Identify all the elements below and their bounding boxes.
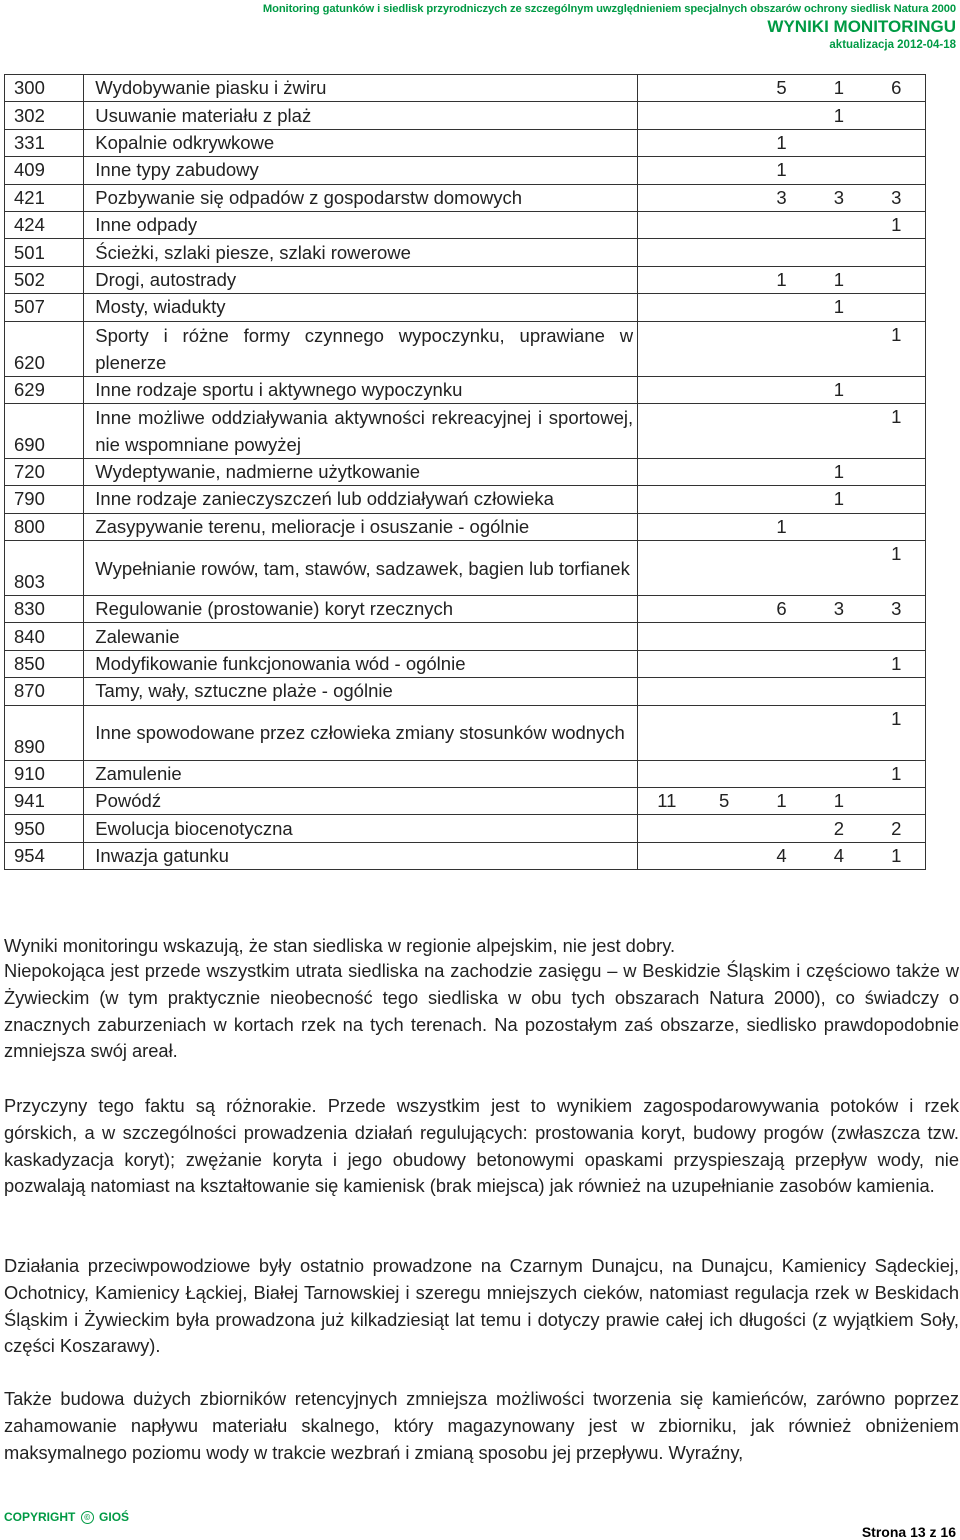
value-cell bbox=[638, 129, 696, 156]
value-cell bbox=[638, 486, 696, 513]
value-cell bbox=[638, 815, 696, 842]
value-cell bbox=[753, 650, 810, 677]
value-cell bbox=[638, 211, 696, 238]
table-row bbox=[5, 294, 926, 321]
value-cell bbox=[753, 294, 810, 321]
threat-description: Ewolucja biocenotyczna bbox=[84, 815, 638, 842]
value-cell bbox=[810, 239, 867, 266]
value-cell: 1 bbox=[810, 376, 867, 403]
value-cell: 1 bbox=[868, 541, 926, 596]
header-title: Monitoring gatunków i siedlisk przyrodniczych ze szczególnym uwzględnieniem specjalnych obszarów ochrony siedlisk Natura 2000 bbox=[262, 3, 956, 15]
value-cell bbox=[753, 211, 810, 238]
threat-description: Inne odpady bbox=[84, 211, 638, 238]
paragraph-4: Działania przeciwpowodziowe były ostatnio prowadzone na Czarnym Dunajcu, na Dunajcu, Kamienicy Sądeckiej, Ochotnicy, Kamienicy Łąckiej, Białej Tarnowskiej i szeregu mniejszych cieków, natomiast regulacja rzek w Beskidach Śląskim i Żywieckim była prowadzona już kilkadziesiąt lat temu i dotyczy prawie całej ich długości (z wyjątkiem Soły, części Koszarawy). bbox=[4, 1255, 959, 1357]
value-cell: 1 bbox=[753, 157, 810, 184]
value-cell bbox=[810, 129, 867, 156]
value-cell bbox=[638, 650, 696, 677]
value-cell bbox=[695, 458, 752, 485]
table-row bbox=[5, 760, 926, 787]
threat-description: Tamy, wały, sztuczne plaże - ogólnie bbox=[84, 678, 638, 705]
table-row bbox=[5, 266, 926, 293]
value-cell bbox=[638, 157, 696, 184]
value-cell bbox=[638, 75, 696, 102]
value-cell bbox=[695, 239, 752, 266]
value-cell bbox=[695, 184, 752, 211]
value-cell: 1 bbox=[753, 513, 810, 540]
value-cell: 1 bbox=[810, 294, 867, 321]
value-cell: 1 bbox=[868, 842, 926, 869]
threat-code: 840 bbox=[5, 623, 84, 650]
value-cell bbox=[753, 678, 810, 705]
value-cell: 1 bbox=[810, 458, 867, 485]
threat-code: 890 bbox=[5, 705, 84, 760]
value-cell bbox=[695, 129, 752, 156]
value-cell bbox=[638, 321, 696, 376]
threat-description: Usuwanie materiału z plaż bbox=[84, 102, 638, 129]
threat-code: 502 bbox=[5, 266, 84, 293]
threat-description: Wypełnianie rowów, tam, stawów, sadzawek, bagien lub torfianek bbox=[84, 541, 638, 596]
threat-code: 501 bbox=[5, 239, 84, 266]
value-cell bbox=[695, 403, 752, 458]
threats-table bbox=[4, 74, 926, 870]
table-row bbox=[5, 75, 926, 102]
value-cell bbox=[810, 623, 867, 650]
table-row bbox=[5, 184, 926, 211]
value-cell bbox=[810, 760, 867, 787]
value-cell bbox=[868, 623, 926, 650]
threat-code: 629 bbox=[5, 376, 84, 403]
threat-code: 910 bbox=[5, 760, 84, 787]
value-cell bbox=[868, 486, 926, 513]
threat-code: 620 bbox=[5, 321, 84, 376]
value-cell bbox=[695, 157, 752, 184]
value-cell bbox=[753, 458, 810, 485]
value-cell: 1 bbox=[868, 321, 926, 376]
value-cell bbox=[695, 75, 752, 102]
value-cell bbox=[695, 815, 752, 842]
value-cell bbox=[868, 266, 926, 293]
value-cell bbox=[753, 623, 810, 650]
value-cell: 1 bbox=[753, 266, 810, 293]
threat-description: Ścieżki, szlaki piesze, szlaki rowerowe bbox=[84, 239, 638, 266]
value-cell bbox=[868, 102, 926, 129]
threat-code: 331 bbox=[5, 129, 84, 156]
threat-code: 954 bbox=[5, 842, 84, 869]
value-cell bbox=[695, 513, 752, 540]
value-cell bbox=[638, 102, 696, 129]
value-cell bbox=[638, 623, 696, 650]
value-cell bbox=[868, 458, 926, 485]
threat-description: Mosty, wiadukty bbox=[84, 294, 638, 321]
value-cell bbox=[695, 705, 752, 760]
value-cell bbox=[753, 321, 810, 376]
table-row bbox=[5, 541, 926, 596]
threat-code: 507 bbox=[5, 294, 84, 321]
value-cell bbox=[638, 403, 696, 458]
table-row bbox=[5, 129, 926, 156]
value-cell bbox=[695, 376, 752, 403]
value-cell: 1 bbox=[810, 788, 867, 815]
value-cell: 1 bbox=[753, 788, 810, 815]
value-cell bbox=[868, 129, 926, 156]
value-cell bbox=[868, 294, 926, 321]
value-cell bbox=[638, 266, 696, 293]
page-number: Strona 13 z 16 bbox=[861, 1524, 956, 1540]
threat-code: 421 bbox=[5, 184, 84, 211]
paragraph-2: Niepokojąca jest przede wszystkim utrata siedliska na zachodzie zasięgu – w Beskidzie Śląskim i częściowo także w Żywieckim (w tym praktycznie nieobecność tego siedliska w obu tych obszarach Natura 2000), co świadczy o znacznych zaburzeniach w kortach rzek na tych terenach. Na pozostałym zaś obszarze, siedlisko prawdopodobnie zmniejsza swój areał. bbox=[4, 960, 959, 1062]
table-row bbox=[5, 239, 926, 266]
value-cell bbox=[868, 788, 926, 815]
value-cell: 1 bbox=[868, 650, 926, 677]
table-row bbox=[5, 678, 926, 705]
threat-code: 800 bbox=[5, 513, 84, 540]
table-row bbox=[5, 102, 926, 129]
value-cell bbox=[638, 678, 696, 705]
value-cell bbox=[868, 157, 926, 184]
value-cell: 3 bbox=[810, 596, 867, 623]
threat-code: 409 bbox=[5, 157, 84, 184]
value-cell bbox=[638, 842, 696, 869]
value-cell bbox=[695, 294, 752, 321]
table-row bbox=[5, 486, 926, 513]
value-cell bbox=[753, 102, 810, 129]
copyright-icon: © bbox=[81, 1511, 94, 1524]
value-cell: 3 bbox=[868, 596, 926, 623]
threat-description: Modyfikowanie funkcjonowania wód - ogólnie bbox=[84, 650, 638, 677]
value-cell: 1 bbox=[868, 403, 926, 458]
threat-description: Sporty i różne formy czynnego wypoczynku, uprawiane w plenerze bbox=[84, 321, 638, 376]
value-cell bbox=[638, 239, 696, 266]
threat-description: Inne rodzaje zanieczyszczeń lub oddziaływań człowieka bbox=[84, 486, 638, 513]
threat-description: Wydobywanie piasku i żwiru bbox=[84, 75, 638, 102]
value-cell: 3 bbox=[810, 184, 867, 211]
value-cell bbox=[753, 541, 810, 596]
table-row bbox=[5, 403, 926, 458]
value-cell bbox=[868, 513, 926, 540]
value-cell: 1 bbox=[868, 760, 926, 787]
value-cell bbox=[753, 815, 810, 842]
table-row bbox=[5, 596, 926, 623]
value-cell: 4 bbox=[753, 842, 810, 869]
table-row bbox=[5, 458, 926, 485]
table-row bbox=[5, 842, 926, 869]
value-cell bbox=[695, 102, 752, 129]
value-cell bbox=[695, 486, 752, 513]
value-cell: 1 bbox=[810, 102, 867, 129]
threat-description: Drogi, autostrady bbox=[84, 266, 638, 293]
threat-description: Inne możliwe oddziaływania aktywności rekreacyjnej i sportowej, nie wspomniane powyżej bbox=[84, 403, 638, 458]
value-cell bbox=[638, 596, 696, 623]
value-cell bbox=[695, 321, 752, 376]
value-cell bbox=[868, 239, 926, 266]
value-cell bbox=[753, 486, 810, 513]
value-cell: 1 bbox=[868, 211, 926, 238]
value-cell bbox=[638, 541, 696, 596]
threat-description: Inne rodzaje sportu i aktywnego wypoczynku bbox=[84, 376, 638, 403]
value-cell: 1 bbox=[810, 266, 867, 293]
copyright-label: COPYRIGHT bbox=[4, 1510, 76, 1524]
threat-description: Wydeptywanie, nadmierne użytkowanie bbox=[84, 458, 638, 485]
value-cell bbox=[810, 650, 867, 677]
value-cell: 6 bbox=[868, 75, 926, 102]
value-cell: 1 bbox=[868, 705, 926, 760]
value-cell: 3 bbox=[753, 184, 810, 211]
threat-description: Zalewanie bbox=[84, 623, 638, 650]
value-cell: 5 bbox=[695, 788, 752, 815]
value-cell: 2 bbox=[868, 815, 926, 842]
value-cell bbox=[753, 705, 810, 760]
value-cell bbox=[810, 157, 867, 184]
threat-code: 950 bbox=[5, 815, 84, 842]
table-row bbox=[5, 788, 926, 815]
value-cell bbox=[810, 211, 867, 238]
table-row bbox=[5, 157, 926, 184]
value-cell bbox=[753, 403, 810, 458]
threat-description: Kopalnie odkrywkowe bbox=[84, 129, 638, 156]
value-cell bbox=[868, 678, 926, 705]
table-row bbox=[5, 705, 926, 760]
value-cell bbox=[753, 239, 810, 266]
threat-code: 790 bbox=[5, 486, 84, 513]
value-cell: 5 bbox=[753, 75, 810, 102]
threat-description: Pozbywanie się odpadów z gospodarstw domowych bbox=[84, 184, 638, 211]
threat-code: 720 bbox=[5, 458, 84, 485]
value-cell bbox=[695, 678, 752, 705]
threat-description: Regulowanie (prostowanie) koryt rzecznych bbox=[84, 596, 638, 623]
value-cell bbox=[695, 541, 752, 596]
value-cell bbox=[695, 211, 752, 238]
threat-code: 941 bbox=[5, 788, 84, 815]
paragraph-3: Przyczyny tego faktu są różnorakie. Przede wszystkim jest to wynikiem zagospodarowywania potoków i rzek górskich, a w szczególności prowadzenia działań regulujących: prostowania koryt, budowy progów (zwłaszcza tzw. kaskadyzacja koryt); zwężanie koryta i jego obudowy betonowymi opaskami przyspieszają przepływ wody, nie pozwalają natomiast na kształtowanie się kamienisk (brak miejsca) jak również na uzupełnianie zasobów kamienia. bbox=[4, 1095, 959, 1197]
value-cell bbox=[638, 760, 696, 787]
threat-description: Powódź bbox=[84, 788, 638, 815]
value-cell bbox=[810, 705, 867, 760]
threat-description: Inne spowodowane przez człowieka zmiany stosunków wodnych bbox=[84, 705, 638, 760]
value-cell bbox=[753, 760, 810, 787]
value-cell bbox=[695, 650, 752, 677]
threat-description: Zasypywanie terenu, melioracje i osuszanie - ogólnie bbox=[84, 513, 638, 540]
value-cell bbox=[810, 541, 867, 596]
value-cell: 1 bbox=[810, 75, 867, 102]
paragraph-1: Wyniki monitoringu wskazują, że stan siedliska w regionie alpejskim, nie jest dobry. bbox=[4, 935, 676, 956]
value-cell: 1 bbox=[753, 129, 810, 156]
header-section: WYNIKI MONITORINGU bbox=[767, 17, 956, 36]
value-cell bbox=[810, 513, 867, 540]
threat-description: Zamulenie bbox=[84, 760, 638, 787]
value-cell bbox=[638, 294, 696, 321]
threat-code: 424 bbox=[5, 211, 84, 238]
value-cell bbox=[695, 623, 752, 650]
threat-code: 830 bbox=[5, 596, 84, 623]
table-row bbox=[5, 376, 926, 403]
table-row bbox=[5, 321, 926, 376]
threat-description: Inwazja gatunku bbox=[84, 842, 638, 869]
table-row bbox=[5, 815, 926, 842]
value-cell bbox=[638, 376, 696, 403]
value-cell bbox=[695, 760, 752, 787]
table-row bbox=[5, 650, 926, 677]
value-cell bbox=[638, 184, 696, 211]
value-cell bbox=[810, 321, 867, 376]
threat-code: 690 bbox=[5, 403, 84, 458]
header-date: aktualizacja 2012-04-18 bbox=[829, 39, 956, 51]
table-row bbox=[5, 211, 926, 238]
copyright-org: GIOŚ bbox=[99, 1510, 130, 1524]
threat-code: 870 bbox=[5, 678, 84, 705]
paragraph-5: Także budowa dużych zbiorników retencyjnych zmniejsza możliwości tworzenia się kamieńców, zarówno poprzez zahamowanie napływu materiału skalnego, który magazynowany jest w zbiorniku, jak również obniżeniem maksymalnego poziomu wody w trakcie wezbrań i zmianą sposobu jej przepływu. Wyraźny, bbox=[4, 1388, 959, 1463]
table-row bbox=[5, 513, 926, 540]
value-cell bbox=[753, 376, 810, 403]
value-cell bbox=[638, 705, 696, 760]
value-cell: 4 bbox=[810, 842, 867, 869]
threat-code: 850 bbox=[5, 650, 84, 677]
value-cell bbox=[810, 403, 867, 458]
value-cell: 11 bbox=[638, 788, 696, 815]
value-cell bbox=[695, 842, 752, 869]
value-cell bbox=[695, 266, 752, 293]
threat-code: 300 bbox=[5, 75, 84, 102]
value-cell: 2 bbox=[810, 815, 867, 842]
value-cell bbox=[810, 678, 867, 705]
value-cell bbox=[638, 458, 696, 485]
value-cell: 3 bbox=[868, 184, 926, 211]
value-cell: 1 bbox=[810, 486, 867, 513]
value-cell bbox=[868, 376, 926, 403]
threat-code: 302 bbox=[5, 102, 84, 129]
value-cell bbox=[695, 596, 752, 623]
threat-code: 803 bbox=[5, 541, 84, 596]
value-cell bbox=[638, 513, 696, 540]
table-row bbox=[5, 623, 926, 650]
copyright bbox=[4, 1510, 129, 1524]
threat-description: Inne typy zabudowy bbox=[84, 157, 638, 184]
value-cell: 6 bbox=[753, 596, 810, 623]
